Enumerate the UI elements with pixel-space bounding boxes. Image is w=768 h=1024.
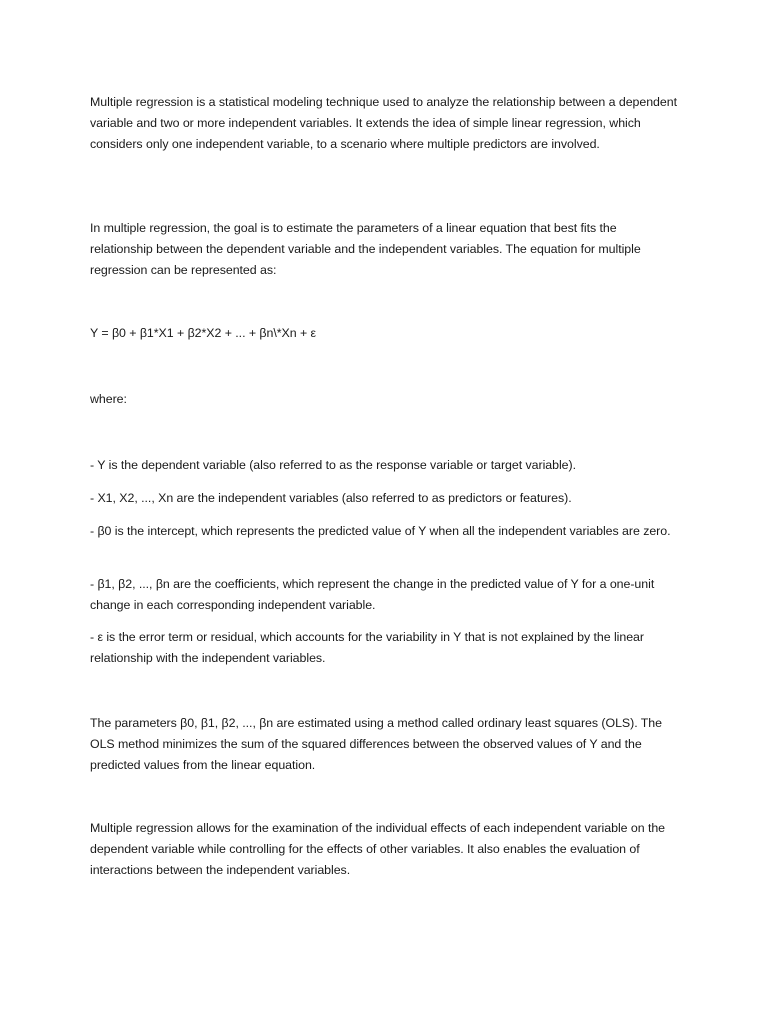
- definition-item: - X1, X2, ..., Xn are the independent variables (also referred to as predictors or features).: [90, 491, 572, 505]
- estimation-paragraph: The parameters β0, β1, β2, ..., βn are estimated using a method called ordinary least squares (OLS). The OLS method minimizes the sum of the squared differences between the observed values of Y and the predicted values from the linear equation.: [90, 716, 662, 772]
- goal-paragraph: In multiple regression, the goal is to estimate the parameters of a linear equation that best fits the relationship between the dependent variable and the independent variables. The equation for multiple regression can be represented as:: [90, 221, 641, 277]
- definition-item: - β0 is the intercept, which represents the predicted value of Y when all the independent variables are zero.: [90, 524, 671, 538]
- where-label: where:: [90, 392, 127, 406]
- definition-item: - Y is the dependent variable (also referred to as the response variable or target variable).: [90, 458, 576, 472]
- definition-item: - β1, β2, ..., βn are the coefficients, which represent the change in the predicted value of Y for a one-unit change in each corresponding independent variable.: [90, 577, 655, 612]
- conclusion-paragraph: Multiple regression allows for the examination of the individual effects of each independent variable on the dependent variable while controlling for the effects of other variables. It also enables the evaluation of interactions between the independent variables.: [90, 821, 666, 877]
- definition-item: - ε is the error term or residual, which accounts for the variability in Y that is not explained by the linear relationship with the independent variables.: [90, 630, 644, 665]
- intro-paragraph: Multiple regression is a statistical modeling technique used to analyze the relationship between a dependent variable and two or more independent variables. It extends the idea of simple linear regression, which considers only one independent variable, to a scenario where multiple predictors are involved.: [90, 95, 677, 151]
- regression-equation: Y = β0 + β1*X1 + β2*X2 + ... + βn\*Xn + ε: [90, 326, 317, 340]
